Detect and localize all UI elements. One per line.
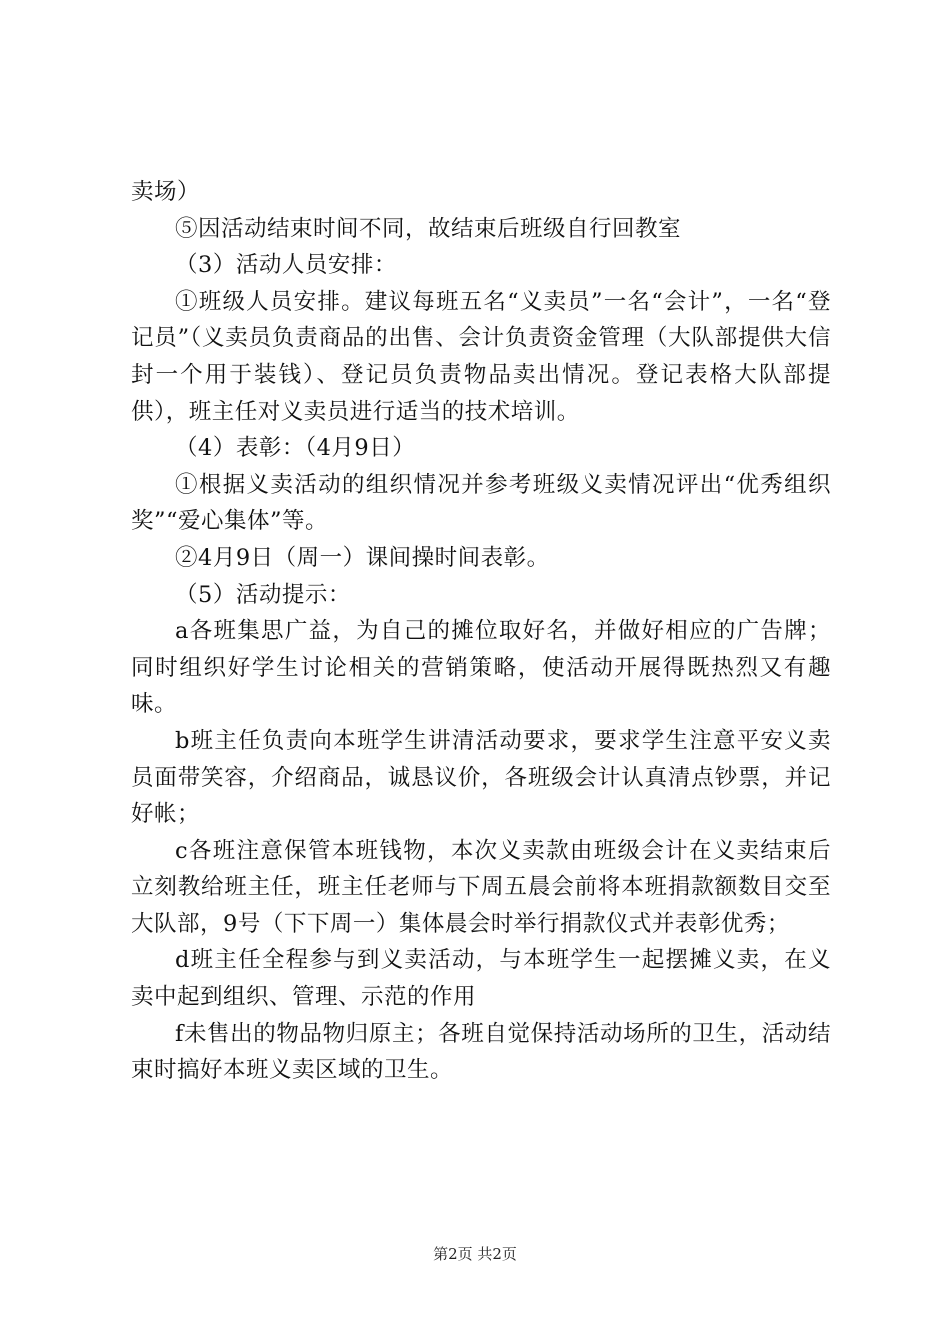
paragraph: ⑤因活动结束时间不同，故结束后班级自行回教室 (175, 215, 682, 242)
section-heading: （3）活动人员安排： (175, 252, 397, 279)
paragraph: d班主任全程参与到义卖活动，与本班学生一起摆摊义卖，在义卖中起到组织、管理、示范的作用 (131, 947, 831, 1011)
paragraph: ①根据义卖活动的组织情况并参考班级义卖情况评出“优秀组织奖”“爱心集体”等。 (131, 471, 831, 535)
section-heading: （4）表彰：（4月9日） (175, 435, 416, 462)
paragraph: f未售出的物品物归原主；各班自觉保持活动场所的卫生，活动结束时搞好本班义卖区域的卫生。 (131, 1020, 831, 1084)
paragraph: ①班级人员安排。建议每班五名“义卖员”一名“会计”，一名“登记员”（义卖员负责商品的出售、会计负责资金管理（大队部提供大信封一个用于装钱）、登记员负责物品卖出情况。登记表格大队部提供），班主任对义卖员进行适当的技术培训。 (131, 288, 831, 425)
section-heading: （5）活动提示： (175, 581, 351, 608)
paragraph: a各班集思广益，为自己的摊位取好名，并做好相应的广告牌；同时组织好学生讨论相关的营销策略，使活动开展得既热烈又有趣味。 (131, 618, 831, 718)
paragraph: b班主任负责向本班学生讲清活动要求，要求学生注意平安义卖员面带笑容，介绍商品，诚恳议价，各班级会计认真清点钞票，并记好帐； (131, 727, 831, 828)
document-body (131, 174, 831, 1089)
paragraph: c各班注意保管本班钱物，本次义卖款由班级会计在义卖结束后立刻教给班主任，班主任老师与下周五晨会前将本班捐款额数目交至大队部，9号（下下周一）集体晨会时举行捐款仪式并表彰优秀； (131, 837, 831, 937)
page-footer: 第2页 共2页 (433, 1245, 517, 1263)
paragraph: 卖场） (131, 179, 201, 205)
paragraph: ②4月9日（周一）课间操时间表彰。 (175, 544, 550, 571)
